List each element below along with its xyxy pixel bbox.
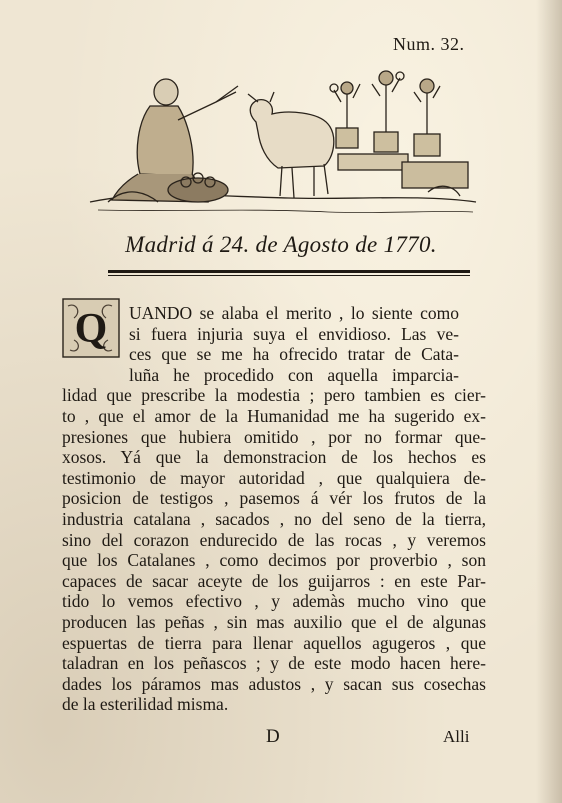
double-rule-thin [108,275,470,276]
text-line: taladran en los peñascos ; y de este modo hacen here- [62,653,486,674]
text-line: ces que se me ha ofrecido tratar de Cata- [129,344,459,365]
text-line: industria catalana , sacados , no del seno de la tierra, [62,509,486,529]
text-line: luña he procedido con aquella imparcia- [129,364,459,385]
text-line: capaces de sacar aceyte de los guijarros : en este Par- [62,570,486,591]
text-line: posicion de testigos , pasemos á vér los frutos de la [62,488,486,509]
text-line: lidad que prescribe la modestia ; pero tambien es cier- [62,385,486,406]
text-line: tido lo vemos efectivo , y ademàs mucho vino que [62,591,486,612]
page-edge-shadow [536,0,562,803]
text-line: dades los páramos mas adustos , y sacan sus cosechas [62,673,486,694]
text-line: producen las peñas , sin mas auxilio que el de algunas [62,612,486,632]
text-line: que los Catalanes , como decimos por proverbio , son [62,550,486,571]
text-line: to , que el amor de la Humanidad me ha sugerido ex- [62,406,486,426]
double-rule-thick [108,270,470,273]
text-line: UANDO se alaba el merito , lo siente como [129,303,459,323]
text-line: si fuera injuria suya el envidioso. Las ve- [129,323,459,344]
initial-letter: Q [74,306,108,352]
woodcut-vignette [88,62,478,224]
ornamental-initial [62,298,120,358]
dateline: Madrid á 24. de Agosto de 1770. [125,232,437,257]
text-line: de la esterilidad misma. [62,694,229,715]
text-line: testimonio de mayor autoridad , que qualquiera de- [62,467,486,488]
text-line: xosos. Yá que la demonstracion de los hechos es [62,447,486,468]
issue-number: Num. 32. [393,34,465,54]
text-line: presiones que hubiera omitido , por no formar que- [62,426,486,447]
signature-mark: D [266,726,280,747]
text-line: sino del corazon endurecido de las rocas , y veremos [62,529,486,550]
text-line: espuertas de tierra para llenar aquellos agugeros , que [62,632,486,653]
catchword: Alli [443,727,470,746]
